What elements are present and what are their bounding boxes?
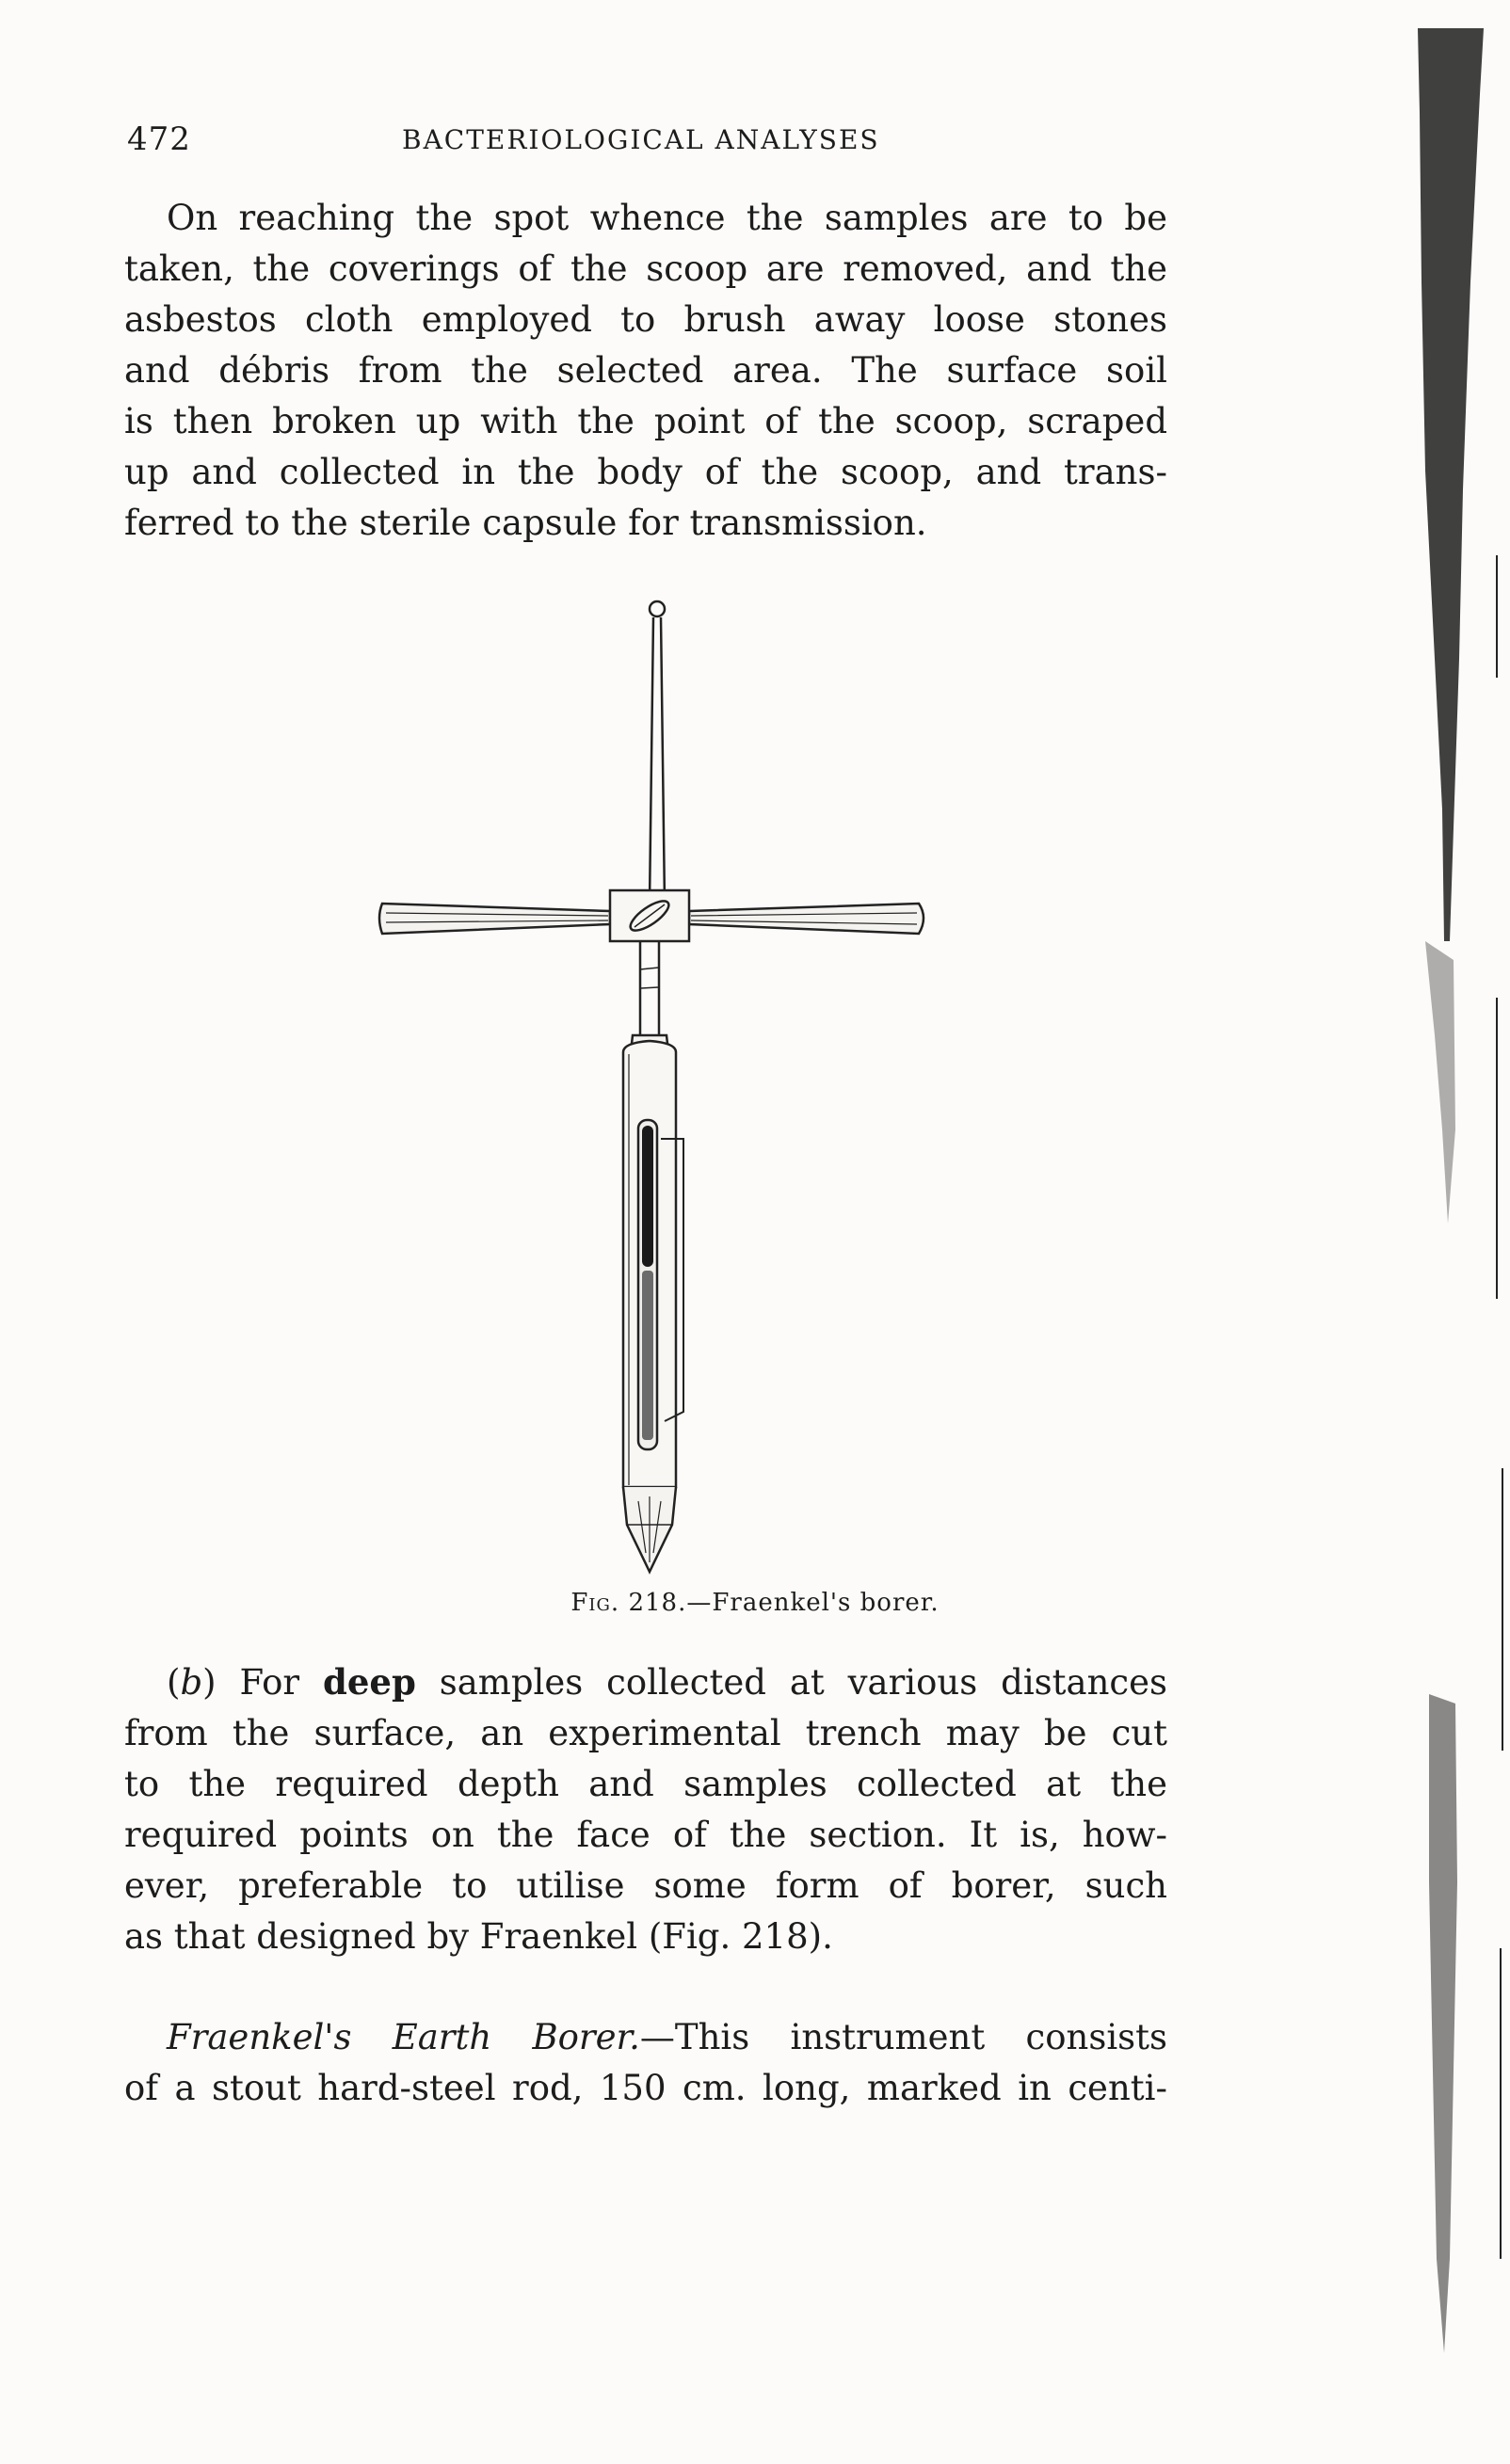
figure-caption <box>0 1589 1510 1617</box>
borer-top-ring <box>650 601 665 616</box>
scan-edge-shadow <box>1369 0 1510 2460</box>
text-line: from the surface, an experimental trench may be cut <box>124 1713 1167 1753</box>
text-line: up and collected in the body of the scoop, and trans- <box>124 452 1167 492</box>
text-line: taken, the coverings of the scoop are removed, and the <box>124 248 1167 289</box>
paragraph-sampling-procedure <box>124 193 1167 549</box>
caption-label: Fig. 218. <box>570 1589 687 1617</box>
page-header <box>127 120 1167 168</box>
section-heading-italic: Fraenkel's Earth Borer. <box>167 2017 640 2057</box>
text-line: is then broken up with the point of the scoop, scraped <box>124 401 1167 441</box>
text-line <box>124 1656 1167 1708</box>
paren-open: ( <box>167 1662 181 1703</box>
text-line: ferred to the sterile capsule for transmission. <box>124 503 927 543</box>
text-line: and débris from the selected area. The surface soil <box>124 350 1167 391</box>
borer-handle-left <box>379 904 610 934</box>
paragraph-earth-borer <box>124 2012 1167 2114</box>
text-line: as that designed by Fraenkel (Fig. 218). <box>124 1916 833 1957</box>
text-line: to the required depth and samples collected at the <box>124 1764 1167 1804</box>
borer-rod <box>650 617 665 904</box>
text-line: ever, preferable to utilise some form of borer, such <box>124 1865 1167 1906</box>
text-run: samples collected at various distances <box>415 1662 1168 1703</box>
text-run: —This instrument consists <box>639 2017 1167 2057</box>
text-line: required points on the face of the section. It is, how- <box>124 1815 1167 1855</box>
paragraph-deep-samples <box>124 1656 1167 1962</box>
text-line: On reaching the spot whence the samples are to be <box>167 198 1167 238</box>
text-line: asbestos cloth employed to brush away loose stones <box>124 299 1167 340</box>
item-letter: b <box>180 1662 203 1703</box>
text-line: of a stout hard-steel rod, 150 cm. long, marked in centi- <box>124 2068 1167 2108</box>
page-number: 472 <box>127 120 191 158</box>
borer-illustration <box>367 593 932 1581</box>
paren-close: ) <box>202 1662 217 1703</box>
running-head: BACTERIOLOGICAL ANALYSES <box>402 124 880 155</box>
text-run: For <box>216 1662 323 1703</box>
bold-term: deep <box>323 1661 416 1703</box>
text-line <box>124 2012 1167 2063</box>
figure-fraenkels-borer <box>367 593 932 1581</box>
caption-text: —Fraenkel's borer. <box>686 1589 940 1617</box>
borer-handle-right <box>689 904 924 934</box>
